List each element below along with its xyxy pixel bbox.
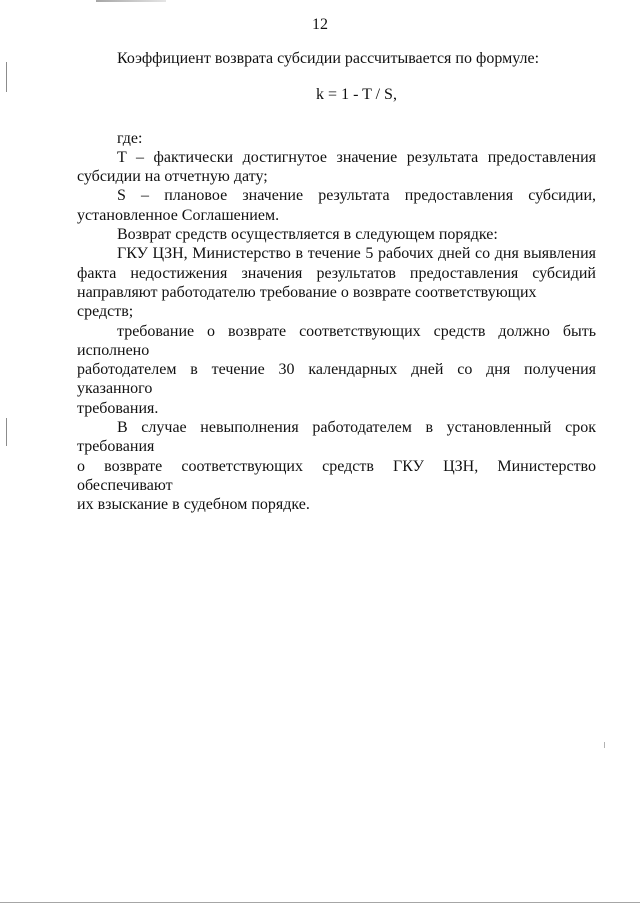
definition-t xyxy=(77,148,596,167)
definition-s xyxy=(77,186,596,205)
definition-s-line: установленное Соглашением. xyxy=(77,206,280,224)
paragraph-line: их взыскание в судебном порядке. xyxy=(77,496,310,514)
paragraph-deadline xyxy=(77,244,596,263)
definition-s-cont xyxy=(77,206,596,225)
spacer xyxy=(77,105,596,129)
scan-artifact-bottom xyxy=(0,902,640,903)
paragraph-requirement-cont xyxy=(77,360,596,418)
paragraph-line: работодателем в течение 30 календарных дней со дня получения указанного xyxy=(77,361,596,398)
paragraph-enforcement xyxy=(77,418,596,457)
definition-t-line: T – фактически достигнутое значение результата предоставления xyxy=(117,148,596,166)
scan-artifact-left-lower xyxy=(6,418,7,446)
paragraph-line: требование о возврате соответствующих средств должно быть исполнено xyxy=(77,322,596,359)
definition-t-line: субсидии на отчетную дату; xyxy=(77,168,268,186)
paragraph-line: В случае невыполнения работодателем в установленный срок требования xyxy=(77,419,596,456)
scan-artifact-left xyxy=(6,62,7,92)
definition-s-line: S – плановое значение результата предоставления субсидии, xyxy=(117,187,596,205)
paragraph-line: направляют работодателю требование о возврате соответствующих средств; xyxy=(77,283,537,321)
paragraph-requirement xyxy=(77,322,596,361)
paragraph-line: факта недостижения значения результатов предоставления субсидий xyxy=(77,264,596,282)
paragraph-deadline-cont xyxy=(77,264,596,322)
paragraph-enforcement-cont xyxy=(77,457,596,515)
formula: k = 1 - T / S, xyxy=(316,86,397,104)
where-label: где: xyxy=(117,129,143,147)
scan-artifact-top xyxy=(96,0,166,2)
document-body xyxy=(77,49,596,515)
scan-artifact-dot xyxy=(604,742,605,748)
definition-t-cont xyxy=(77,167,596,186)
return-order-heading: Возврат средств осуществляется в следующем порядке: xyxy=(117,226,498,244)
formula-intro: Коэффициент возврата субсидии рассчитывается по формуле: xyxy=(117,50,540,67)
paragraph-line: о возврате соответствующих средств ГКУ ЦЗН, Министерство обеспечивают xyxy=(77,457,596,494)
paragraph-line: требования. xyxy=(77,399,159,417)
page-number: 12 xyxy=(312,16,328,33)
paragraph-line: ГКУ ЦЗН, Министерство в течение 5 рабочих дней со дня выявления xyxy=(117,245,596,263)
